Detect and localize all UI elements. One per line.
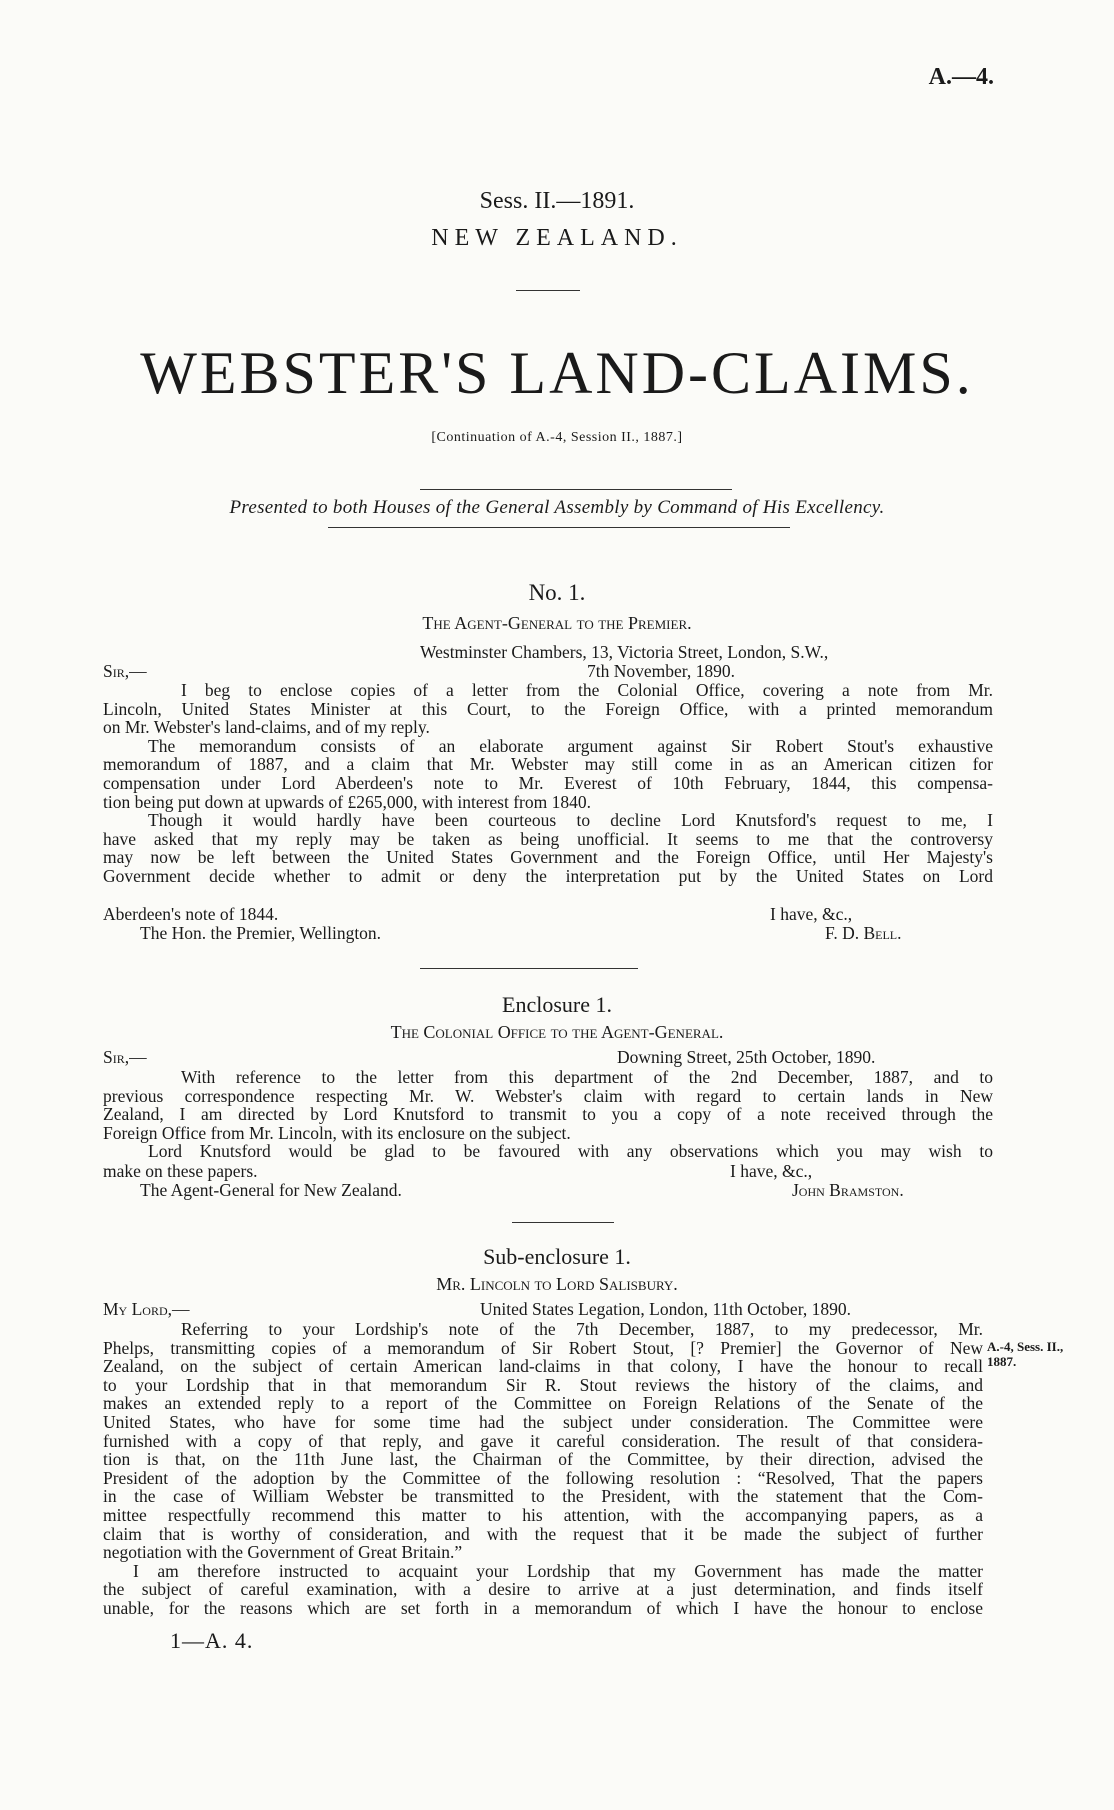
letter-signature: F. D. Bell. (825, 923, 902, 943)
section-heading: No. 1. (528, 580, 586, 605)
from-to-line: The Colonial Office to the Agent-General. (390, 1022, 724, 1042)
divider (328, 527, 790, 528)
letter-recipient: The Hon. the Premier, Wellington. (140, 923, 382, 943)
paragraph-end: Aberdeen's note of 1844. (103, 904, 279, 924)
section-heading: Enclosure 1. (502, 992, 612, 1017)
letter-date: Downing Street, 25th October, 1890. (617, 1047, 876, 1067)
letter-address: Westminster Chambers, 13, Victoria Street, London, S.W., (420, 642, 829, 662)
presented-line: Presented to both Houses of the General Assembly by Command of His Excellency. (229, 497, 885, 518)
letter-salutation: My Lord,— (103, 1299, 190, 1319)
from-to-line: The Agent-General to the Premier. (422, 613, 692, 633)
paragraph: With reference to the letter from this department of the 2nd December, 1887, and to previous correspondence respecting Mr. W. Webster's claim with regard to certain lands in New Zealand, I am directed by Lord Knutsford to transmit to you a copy of a note received through the Foreign Office from Mr. Lincoln, with its enclosure on the subject. Lord Knutsford would be glad to be favoured with any observations which you may wish to (103, 1067, 993, 1162)
divider (516, 290, 580, 291)
paragraph: I beg to enclose copies of a letter from the Colonial Office, covering a note from Mr. Lincoln, United States Minister at this Court, to the Foreign Office, with a printed memorandum on Mr. Webster's land-claims, and of my reply. The memorandum consists of an elaborate argument against Sir Robert Stout's exhaustive memorandum of 1887, and a claim that Mr. Webster may still come in as an American citizen for compensation under Lord Aberdeen's note to Mr. Everest of 10th February, 1844, this compensa- tion being put down at upwards of £265,000, with interest from 1840. Though it would hardly have been courteous to decline Lord Knutsford's request to me, I have asked that my reply may be taken as being unofficial. It seems to me that the controversy may now be left between the United States Government and the Foreign Office, until Her Majesty's Government decide whether to admit or deny the interpretation put by the United States on Lord (103, 680, 993, 886)
country-heading: NEW ZEALAND. (431, 225, 683, 251)
letter-date: United States Legation, London, 11th October, 1890. (480, 1299, 851, 1319)
divider (512, 1222, 614, 1223)
letter-recipient: The Agent-General for New Zealand. (140, 1180, 402, 1200)
paragraph: Referring to your Lordship's note of the 7th December, 1887, to my predecessor, Mr. Phelps, transmitting copies of a memorandum of Sir Robert Stout, [? Premier] the Governor of New Zealand, on the subject of certain American land-claims in that colony, I have the honour to recall to your Lordship that in that memorandum Sir R. Stout reviews the history of the claims, and makes an extended reply to a report of the Committee on Foreign Relations of the Senate of the United States, who have for some time had the subject under consideration. The Committee were furnished with a copy of that reply, and gave it careful consideration. The result of that considera- tion is that, on the 11th June last, the Chairman of the Committee, by their direction, advised the President of the adoption by the Committee of the following resolution : “Resolved, That the papers in the case of William Webster be transmitted to the President, with the statement that the Com- mittee respectfully recommend this matter to his attention, with the accompanying papers, as a claim that is worthy of consideration, and with the request that it be made the subject of further negotiation with the Government of Great Britain.” I am therefore instructed to acquaint your Lordship that my Government has made the matter the subject of careful examination, with a desire to arrive at a just determination, and finds itself unable, for the reasons which are set forth in a memorandum of which I have the honour to enclose (103, 1319, 983, 1618)
from-to-line: Mr. Lincoln to Lord Salisbury. (436, 1274, 678, 1294)
letter-salutation: Sir,— (103, 1047, 147, 1067)
page-reference: A.—4. (928, 64, 994, 90)
paragraph-end: make on these papers. (103, 1161, 258, 1181)
continuation-note: [Continuation of A.-4, Session II., 1887.] (431, 430, 683, 445)
document-title: WEBSTER'S LAND-CLAIMS. (140, 340, 974, 406)
letter-closing: I have, &c., (730, 1161, 813, 1181)
footer-reference: 1—A. 4. (170, 1628, 254, 1653)
divider (420, 489, 732, 490)
letter-salutation: Sir,— (103, 661, 147, 681)
letter-closing: I have, &c., (770, 904, 853, 924)
section-heading: Sub-enclosure 1. (483, 1244, 631, 1269)
session-heading: Sess. II.—1891. (479, 188, 635, 214)
divider (420, 968, 638, 969)
letter-signature: John Bramston. (792, 1180, 904, 1200)
letter-date: 7th November, 1890. (587, 661, 736, 681)
margin-note: A.-4, Sess. II., 1887. (987, 1339, 1064, 1369)
